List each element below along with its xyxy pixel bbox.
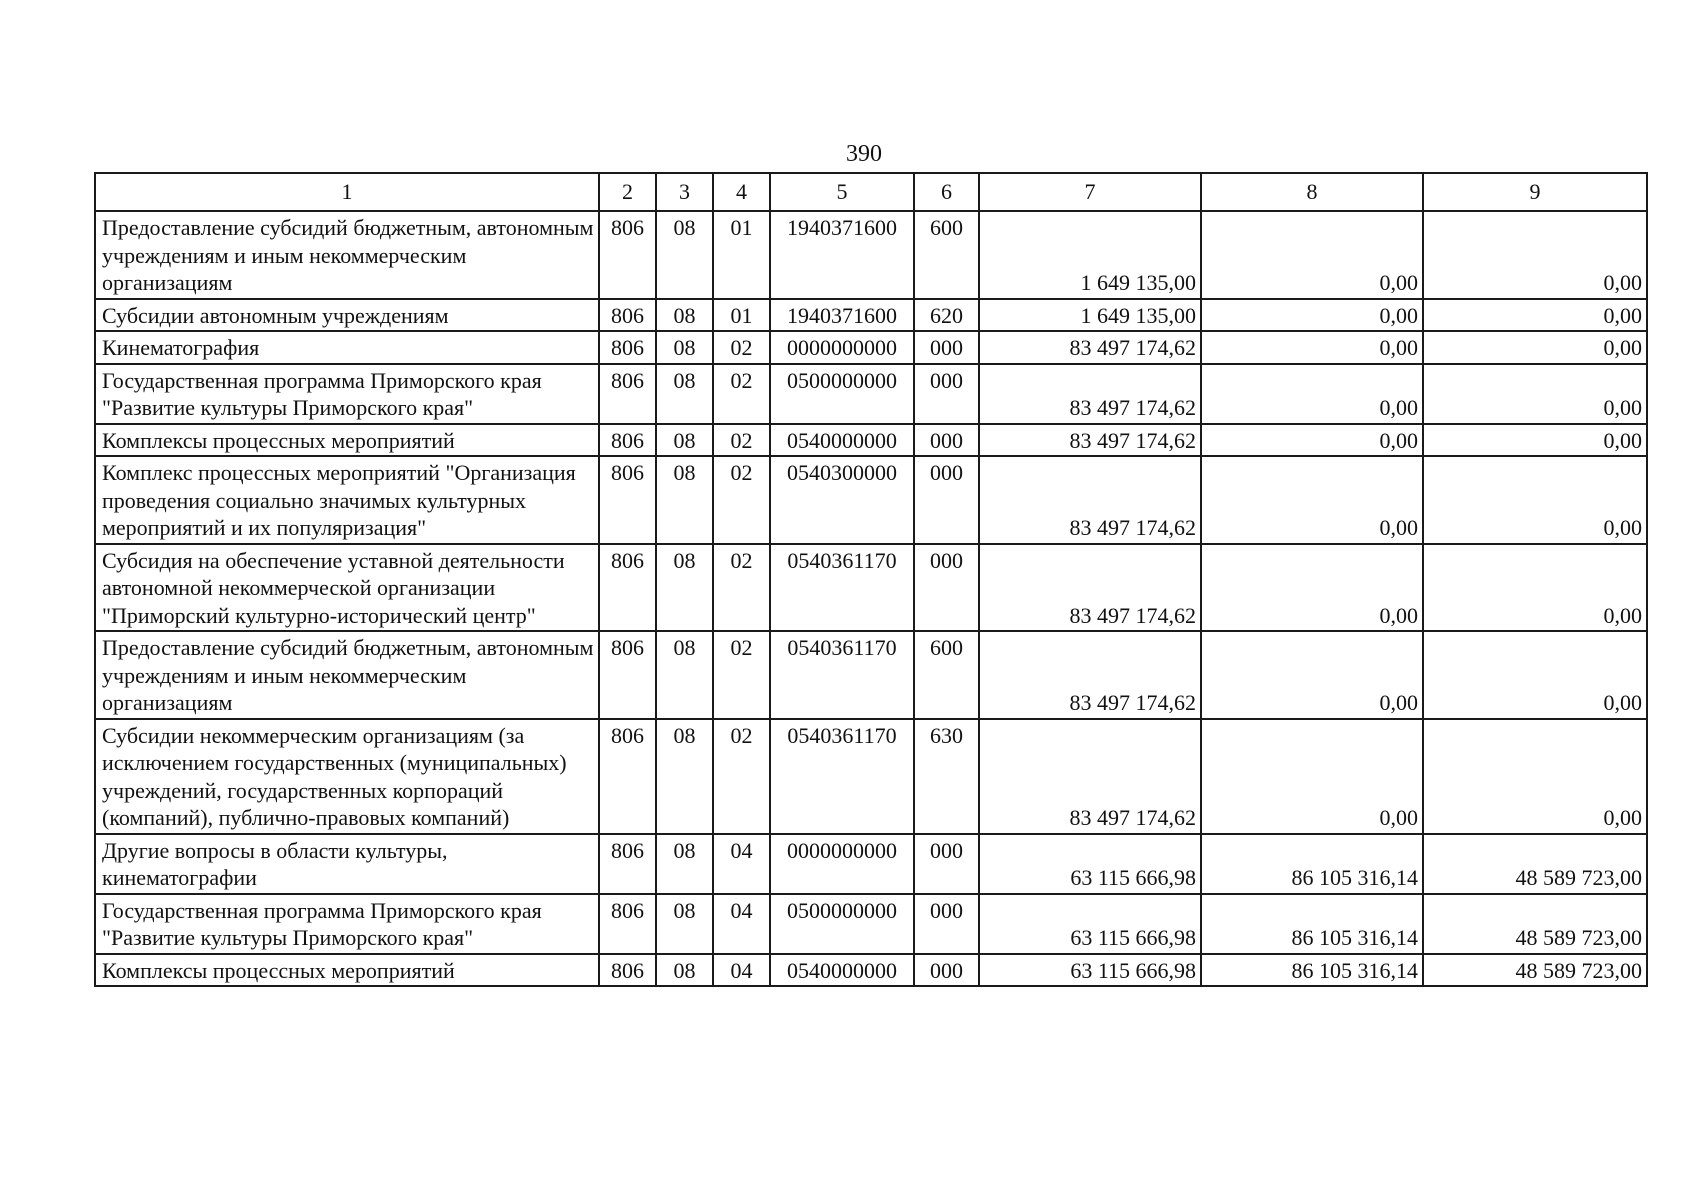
code-cell: 806 (599, 719, 656, 834)
target-article-cell: 0540300000 (770, 456, 914, 544)
target-article-cell: 0540361170 (770, 544, 914, 632)
code-cell: 806 (599, 331, 656, 364)
amount-cell: 83 497 174,62 (979, 331, 1201, 364)
expense-type-cell: 000 (914, 456, 979, 544)
subsection-cell: 04 (713, 834, 770, 894)
subsection-cell: 04 (713, 894, 770, 954)
expense-type-cell: 600 (914, 631, 979, 719)
code-cell: 806 (599, 631, 656, 719)
section-cell: 08 (656, 331, 713, 364)
section-cell: 08 (656, 364, 713, 424)
expense-type-cell: 620 (914, 299, 979, 332)
amount-cell: 0,00 (1201, 299, 1423, 332)
amount-cell: 0,00 (1201, 424, 1423, 457)
amount-cell: 63 115 666,98 (979, 894, 1201, 954)
column-header: 9 (1423, 173, 1647, 211)
row-name-cell: Кинематография (95, 331, 599, 364)
code-cell: 806 (599, 299, 656, 332)
column-header: 6 (914, 173, 979, 211)
row-name-cell: Предоставление субсидий бюджетным, автономным учреждениям и иным некоммерческим организациям (95, 211, 599, 299)
table-row (95, 456, 1647, 544)
section-cell: 08 (656, 719, 713, 834)
amount-cell: 0,00 (1201, 331, 1423, 364)
expense-type-cell: 000 (914, 364, 979, 424)
page-number: 390 (846, 141, 882, 167)
section-cell: 08 (656, 894, 713, 954)
code-cell: 806 (599, 211, 656, 299)
expense-type-cell: 000 (914, 894, 979, 954)
amount-cell: 86 105 316,14 (1201, 954, 1423, 987)
target-article-cell: 0000000000 (770, 834, 914, 894)
code-cell: 806 (599, 424, 656, 457)
table-row (95, 544, 1647, 632)
table-row (95, 631, 1647, 719)
amount-cell: 0,00 (1423, 719, 1647, 834)
code-cell: 806 (599, 894, 656, 954)
subsection-cell: 01 (713, 211, 770, 299)
table-row (95, 719, 1647, 834)
target-article-cell: 0540000000 (770, 424, 914, 457)
amount-cell: 0,00 (1423, 211, 1647, 299)
amount-cell: 83 497 174,62 (979, 719, 1201, 834)
amount-cell: 83 497 174,62 (979, 544, 1201, 632)
target-article-cell: 0540361170 (770, 719, 914, 834)
section-cell: 08 (656, 834, 713, 894)
amount-cell: 0,00 (1201, 719, 1423, 834)
amount-cell: 48 589 723,00 (1423, 834, 1647, 894)
amount-cell: 83 497 174,62 (979, 364, 1201, 424)
row-name-cell: Субсидии некоммерческим организациям (за исключением государственных (муниципальных) учреждений, государственных корпораций (компаний), публично-правовых компаний) (95, 719, 599, 834)
subsection-cell: 02 (713, 331, 770, 364)
section-cell: 08 (656, 424, 713, 457)
table-row (95, 211, 1647, 299)
expense-type-cell: 000 (914, 331, 979, 364)
amount-cell: 83 497 174,62 (979, 631, 1201, 719)
amount-cell: 86 105 316,14 (1201, 834, 1423, 894)
target-article-cell: 1940371600 (770, 211, 914, 299)
row-name-cell: Комплекс процессных мероприятий "Организация проведения социально значимых культурных мероприятий и их популяризация" (95, 456, 599, 544)
column-header: 8 (1201, 173, 1423, 211)
column-header: 2 (599, 173, 656, 211)
expense-type-cell: 000 (914, 954, 979, 987)
section-cell: 08 (656, 954, 713, 987)
subsection-cell: 01 (713, 299, 770, 332)
row-name-cell: Комплексы процессных мероприятий (95, 954, 599, 987)
expense-type-cell: 000 (914, 544, 979, 632)
subsection-cell: 02 (713, 424, 770, 457)
code-cell: 806 (599, 544, 656, 632)
amount-cell: 1 649 135,00 (979, 299, 1201, 332)
expense-type-cell: 600 (914, 211, 979, 299)
table-header-row (95, 173, 1647, 211)
amount-cell: 0,00 (1201, 211, 1423, 299)
code-cell: 806 (599, 834, 656, 894)
amount-cell: 0,00 (1423, 544, 1647, 632)
target-article-cell: 0000000000 (770, 331, 914, 364)
row-name-cell: Государственная программа Приморского края "Развитие культуры Приморского края" (95, 894, 599, 954)
table-row (95, 364, 1647, 424)
expense-type-cell: 000 (914, 424, 979, 457)
amount-cell: 63 115 666,98 (979, 834, 1201, 894)
amount-cell: 0,00 (1201, 364, 1423, 424)
section-cell: 08 (656, 299, 713, 332)
amount-cell: 0,00 (1201, 456, 1423, 544)
amount-cell: 0,00 (1423, 364, 1647, 424)
subsection-cell: 02 (713, 364, 770, 424)
amount-cell: 83 497 174,62 (979, 456, 1201, 544)
row-name-cell: Другие вопросы в области культуры, кинематографии (95, 834, 599, 894)
amount-cell: 63 115 666,98 (979, 954, 1201, 987)
table-row (95, 954, 1647, 987)
column-header: 3 (656, 173, 713, 211)
subsection-cell: 04 (713, 954, 770, 987)
row-name-cell: Комплексы процессных мероприятий (95, 424, 599, 457)
amount-cell: 48 589 723,00 (1423, 894, 1647, 954)
code-cell: 806 (599, 364, 656, 424)
target-article-cell: 0540000000 (770, 954, 914, 987)
column-header: 7 (979, 173, 1201, 211)
column-header: 1 (95, 173, 599, 211)
amount-cell: 0,00 (1423, 331, 1647, 364)
table-row (95, 424, 1647, 457)
budget-table (94, 172, 1648, 987)
subsection-cell: 02 (713, 631, 770, 719)
code-cell: 806 (599, 456, 656, 544)
amount-cell: 0,00 (1423, 424, 1647, 457)
row-name-cell: Предоставление субсидий бюджетным, автономным учреждениям и иным некоммерческим организациям (95, 631, 599, 719)
section-cell: 08 (656, 211, 713, 299)
amount-cell: 0,00 (1423, 299, 1647, 332)
table-row (95, 894, 1647, 954)
amount-cell: 0,00 (1201, 544, 1423, 632)
expense-type-cell: 630 (914, 719, 979, 834)
section-cell: 08 (656, 631, 713, 719)
row-name-cell: Государственная программа Приморского края "Развитие культуры Приморского края" (95, 364, 599, 424)
target-article-cell: 0540361170 (770, 631, 914, 719)
code-cell: 806 (599, 954, 656, 987)
target-article-cell: 0500000000 (770, 894, 914, 954)
amount-cell: 0,00 (1201, 631, 1423, 719)
amount-cell: 48 589 723,00 (1423, 954, 1647, 987)
subsection-cell: 02 (713, 456, 770, 544)
amount-cell: 1 649 135,00 (979, 211, 1201, 299)
table-row (95, 834, 1647, 894)
subsection-cell: 02 (713, 544, 770, 632)
section-cell: 08 (656, 456, 713, 544)
amount-cell: 86 105 316,14 (1201, 894, 1423, 954)
subsection-cell: 02 (713, 719, 770, 834)
target-article-cell: 0500000000 (770, 364, 914, 424)
amount-cell: 83 497 174,62 (979, 424, 1201, 457)
target-article-cell: 1940371600 (770, 299, 914, 332)
table-row (95, 331, 1647, 364)
section-cell: 08 (656, 544, 713, 632)
amount-cell: 0,00 (1423, 631, 1647, 719)
column-header: 5 (770, 173, 914, 211)
column-header: 4 (713, 173, 770, 211)
row-name-cell: Субсидии автономным учреждениям (95, 299, 599, 332)
table-row (95, 299, 1647, 332)
row-name-cell: Субсидия на обеспечение уставной деятельности автономной некоммерческой организации "Приморский культурно-исторический центр" (95, 544, 599, 632)
expense-type-cell: 000 (914, 834, 979, 894)
amount-cell: 0,00 (1423, 456, 1647, 544)
